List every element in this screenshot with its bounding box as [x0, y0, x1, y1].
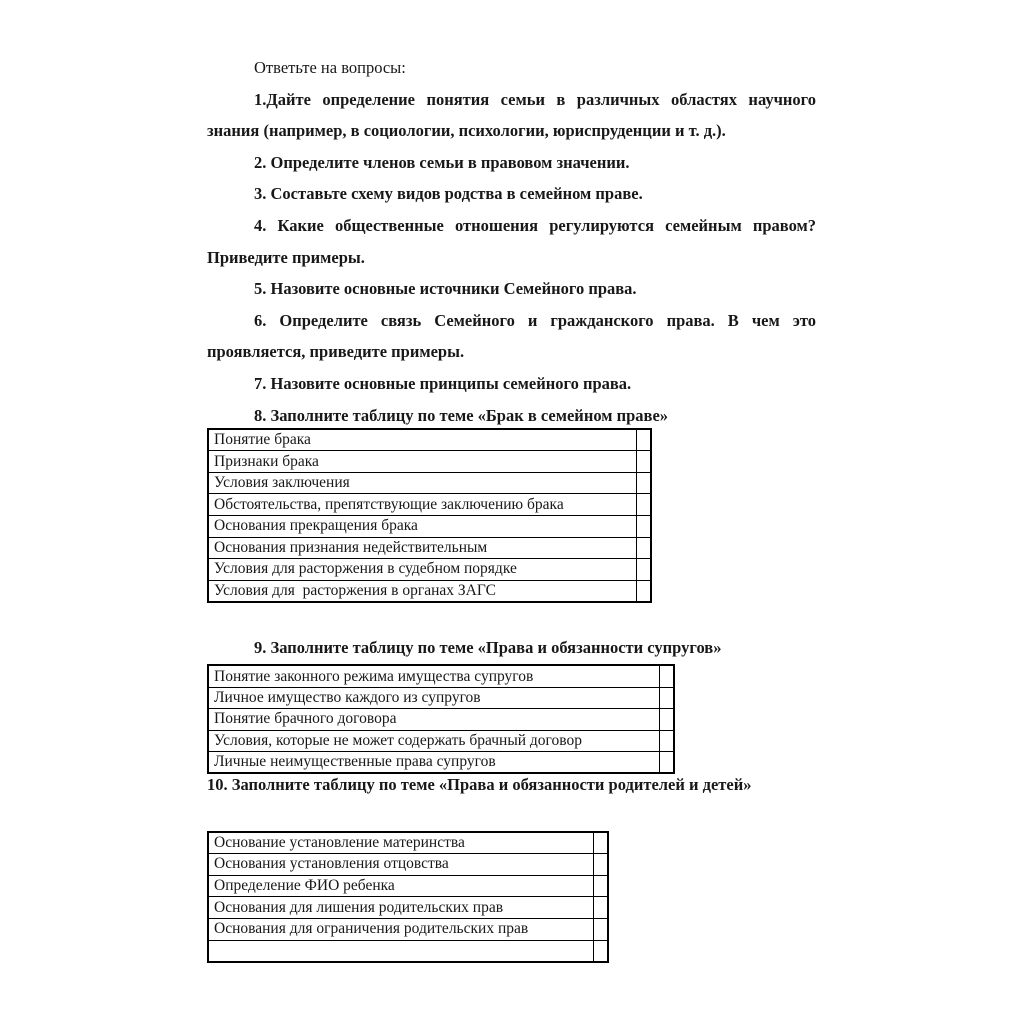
- answer-cell: [593, 875, 608, 897]
- task10-table: [207, 831, 609, 963]
- task9-heading: 9. Заполните таблицу по теме «Права и обязанности супругов»: [254, 637, 722, 657]
- table-row: [208, 687, 674, 709]
- row-label: Основания для лишения родительских прав: [208, 897, 593, 919]
- table-row: [208, 665, 674, 687]
- question-2: 2. Определите членов семьи в правовом значении.: [254, 152, 630, 172]
- answer-cell: [636, 516, 651, 538]
- answer-cell: [659, 687, 674, 709]
- question-6: 6. Определите связь Семейного и гражданского права. В чем это проявляется, приведите примеры.: [207, 310, 816, 362]
- intro-line: Ответьте на вопросы:: [254, 58, 406, 77]
- question-1: 1.Дайте определение понятия семьи в различных областях научного знания (например, в социологии, психологии, юриспруденции и т. д.).: [207, 89, 816, 141]
- row-label: Признаки брака: [208, 451, 636, 473]
- row-label: Основания признания недействительным: [208, 537, 636, 559]
- question-3: 3. Составьте схему видов родства в семейном праве.: [254, 184, 643, 204]
- row-label: Обстоятельства, препятствующие заключению брака: [208, 494, 636, 516]
- table-row: [208, 709, 674, 731]
- table-row: [208, 875, 608, 897]
- row-label: Основание установление материнства: [208, 832, 593, 854]
- answer-cell: [659, 730, 674, 752]
- answer-cell: [593, 832, 608, 854]
- answer-cell: [593, 940, 608, 962]
- question-4: 4. Какие общественные отношения регулируются семейным правом? Приведите примеры.: [207, 215, 816, 267]
- table-row: [208, 472, 651, 494]
- row-label: Основания прекращения брака: [208, 516, 636, 538]
- table-row: [208, 940, 608, 962]
- question-7: 7. Назовите основные принципы семейного права.: [254, 373, 632, 393]
- row-label: Определение ФИО ребенка: [208, 875, 593, 897]
- row-label: Понятие брачного договора: [208, 709, 659, 731]
- answer-cell: [636, 559, 651, 581]
- answer-cell: [593, 897, 608, 919]
- table-row: [208, 451, 651, 473]
- answer-cell: [636, 429, 651, 451]
- answer-cell: [636, 451, 651, 473]
- answer-cell: [593, 918, 608, 940]
- table-row: [208, 580, 651, 602]
- answer-cell: [593, 854, 608, 876]
- task9-table: [207, 664, 675, 774]
- table-row: [208, 537, 651, 559]
- row-label: Условия заключения: [208, 472, 636, 494]
- row-label: Личное имущество каждого из супругов: [208, 687, 659, 709]
- answer-cell: [636, 494, 651, 516]
- row-label: Условия для расторжения в судебном порядке: [208, 559, 636, 581]
- answer-cell: [636, 537, 651, 559]
- table-row: [208, 559, 651, 581]
- row-label: Условия для расторжения в органах ЗАГС: [208, 580, 636, 602]
- table-row: [208, 832, 608, 854]
- table-row: [208, 854, 608, 876]
- table-row: [208, 897, 608, 919]
- table-row: [208, 494, 651, 516]
- table-row: [208, 918, 608, 940]
- table-row: [208, 730, 674, 752]
- task8-table: [207, 428, 652, 603]
- answer-cell: [659, 709, 674, 731]
- answer-cell: [636, 580, 651, 602]
- table-row: [208, 516, 651, 538]
- document-page: [207, 52, 816, 963]
- answer-cell: [636, 472, 651, 494]
- answer-cell: [659, 665, 674, 687]
- row-label: Понятие законного режима имущества супругов: [208, 665, 659, 687]
- row-label: Личные неимущественные права супругов: [208, 752, 659, 774]
- task8-heading: 8. Заполните таблицу по теме «Брак в семейном праве»: [254, 405, 669, 425]
- row-label: Понятие брака: [208, 429, 636, 451]
- question-5: 5. Назовите основные источники Семейного права.: [254, 279, 637, 299]
- row-label: Основания установления отцовства: [208, 854, 593, 876]
- row-label: Условия, которые не может содержать брачный договор: [208, 730, 659, 752]
- table-row: [208, 429, 651, 451]
- task10-heading: 10. Заполните таблицу по теме «Права и обязанности родителей и детей»: [207, 775, 752, 795]
- row-label: Основания для ограничения родительских прав: [208, 918, 593, 940]
- row-label: [208, 940, 593, 962]
